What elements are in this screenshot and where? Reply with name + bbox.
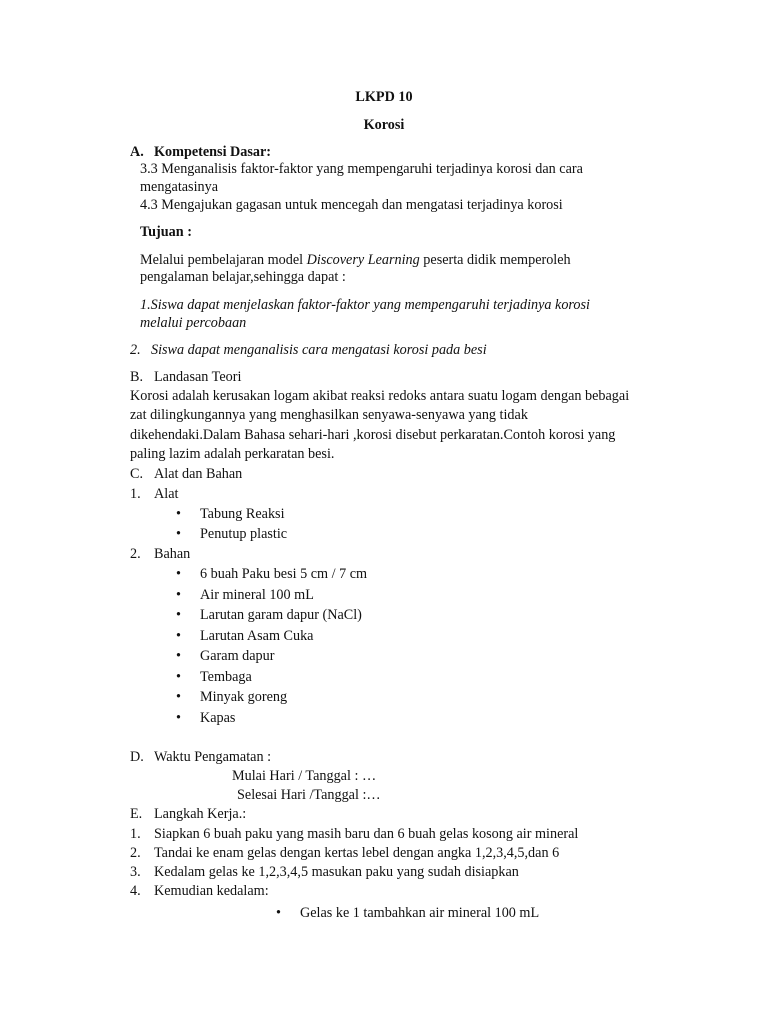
section-d-heading: Waktu Pengamatan : (154, 749, 272, 765)
step-number: 3. (130, 864, 141, 880)
section-b-heading: Landasan Teori (154, 369, 242, 385)
tujuan-heading: Tujuan : (140, 224, 192, 240)
theory-line: Korosi adalah kerusakan logam akibat reaksi redoks antara suatu logam dengan bebagai (130, 388, 630, 404)
tujuan-intro-post: peserta didik memperoleh (419, 252, 571, 268)
kd-3-3-line2: mengatasinya (140, 179, 219, 195)
step-number: 1. (130, 826, 141, 842)
observation-start: Mulai Hari / Tanggal : … (232, 768, 377, 784)
document-subtitle: Korosi (363, 117, 405, 133)
section-b-marker: B. (130, 369, 144, 385)
goal-2: Siswa dapat menganalisis cara mengatasi korosi pada besi (151, 342, 487, 358)
list-item: • Garam dapur (200, 647, 274, 666)
alat-marker: 1. (130, 486, 141, 502)
section-e-marker: E. (130, 806, 143, 822)
step-text: Siapkan 6 buah paku yang masih baru dan 6 buah gelas kosong air mineral (154, 826, 579, 842)
list-item: • Penutup plastic (200, 525, 287, 544)
observation-end: Selesai Hari /Tanggal :… (237, 787, 381, 803)
list-item: • Larutan garam dapur (NaCl) (200, 606, 362, 625)
list-item: • Air mineral 100 mL (200, 586, 314, 605)
step-text: Kemudian kedalam: (154, 883, 269, 899)
goal-1-line1: 1.Siswa dapat menjelaskan faktor-faktor yang mempengaruhi terjadinya korosi (140, 297, 590, 313)
kd-3-3-line1: 3.3 Menganalisis faktor-faktor yang mempengaruhi terjadinya korosi dan cara (140, 161, 583, 177)
goal-1-line2: melalui percobaan (140, 315, 247, 331)
list-item: • 6 buah Paku besi 5 cm / 7 cm (200, 565, 367, 584)
list-item: • Larutan Asam Cuka (200, 627, 313, 646)
goal-2-marker: 2. (130, 342, 141, 358)
theory-line: dikehendaki.Dalam Bahasa sehari-hari ,korosi disebut perkaratan.Contoh korosi yang (130, 427, 616, 443)
step-text: Kedalam gelas ke 1,2,3,4,5 masukan paku yang sudah disiapkan (154, 864, 519, 880)
step-number: 4. (130, 883, 141, 899)
list-item: • Tembaga (200, 668, 252, 687)
step-text: Tandai ke enam gelas dengan kertas lebel dengan angka 1,2,3,4,5,dan 6 (154, 845, 560, 861)
bahan-heading: Bahan (154, 546, 191, 562)
section-a-marker: A. (130, 144, 144, 160)
list-item: • Gelas ke 1 tambahkan air mineral 100 mL (300, 904, 539, 923)
list-item: • Minyak goreng (200, 688, 287, 707)
list-item: • Tabung Reaksi (200, 505, 285, 524)
section-a-heading: Kompetensi Dasar: (154, 144, 272, 160)
section-e-heading: Langkah Kerja.: (154, 806, 247, 822)
step-number: 2. (130, 845, 141, 861)
alat-heading: Alat (154, 486, 179, 502)
bahan-marker: 2. (130, 546, 141, 562)
section-c-heading: Alat dan Bahan (154, 466, 243, 482)
tujuan-intro-model: Discovery Learning (306, 252, 420, 268)
document-title: LKPD 10 (355, 89, 413, 105)
tujuan-intro-pre: Melalui pembelajaran model (140, 252, 307, 268)
theory-line: paling lazim adalah perkaratan besi. (130, 446, 335, 462)
kd-4-3: 4.3 Mengajukan gagasan untuk mencegah dan mengatasi terjadinya korosi (140, 197, 563, 213)
tujuan-intro-line2: pengalaman belajar,sehingga dapat : (140, 269, 346, 285)
section-d-marker: D. (130, 749, 144, 765)
theory-line: zat dilingkungannya yang menghasilkan senyawa-senyawa yang tidak (130, 407, 528, 423)
section-c-marker: C. (130, 466, 144, 482)
list-item: • Kapas (200, 709, 235, 728)
